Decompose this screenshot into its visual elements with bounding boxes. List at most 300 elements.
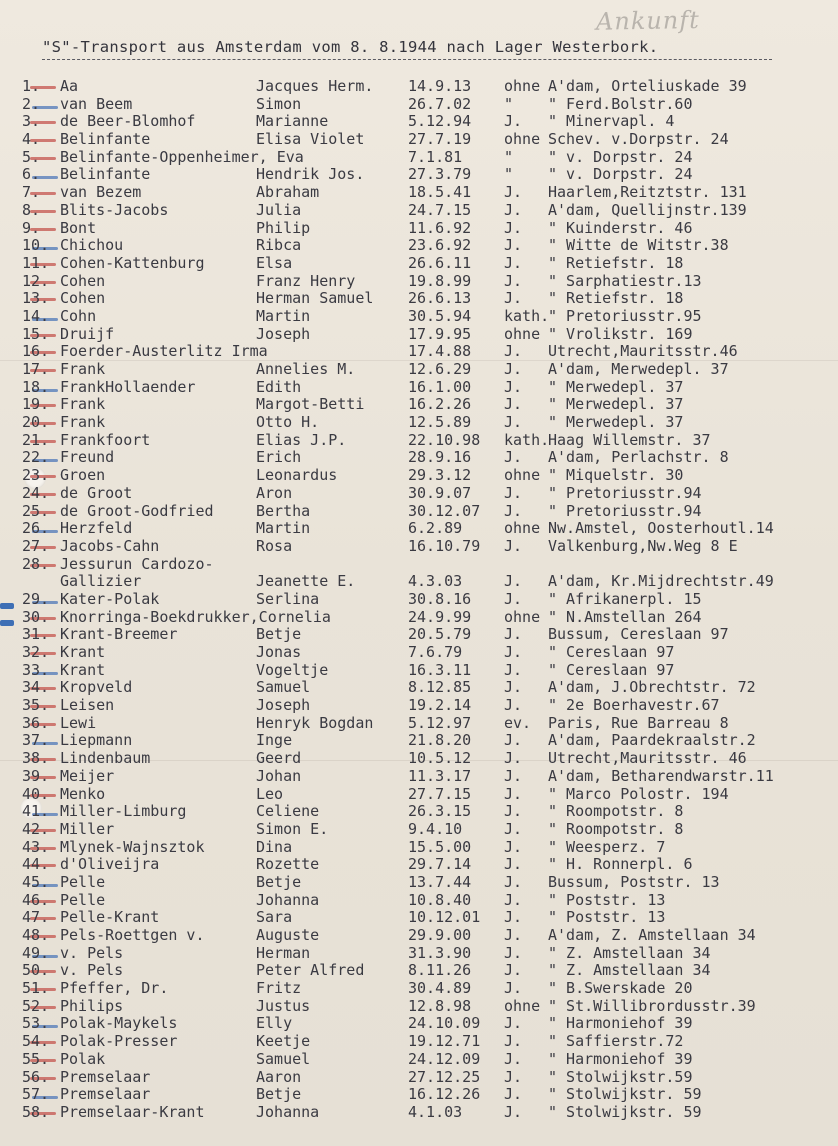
religion: J.: [504, 749, 523, 768]
first-name: Fritz: [256, 979, 302, 998]
row-number: 26.: [22, 519, 50, 538]
address: Utrecht,Mauritsstr. 46: [548, 749, 747, 768]
row-number: 58.: [22, 1102, 50, 1121]
list-row: [0, 237, 838, 255]
address: " Weesperz. 7: [548, 837, 666, 856]
religion: J.: [504, 1085, 523, 1104]
birth-date: 13.7.44: [408, 872, 472, 891]
row-number: 32.: [22, 643, 50, 661]
row-number: 20.: [22, 413, 50, 432]
address: A'dam, Kr.Mijdrechtstr.49: [548, 572, 774, 591]
birth-date: 29.9.00: [408, 926, 472, 944]
first-name: Elias J.P.: [256, 430, 347, 449]
first-name: Betje: [256, 1085, 302, 1104]
birth-date: 12.5.89: [408, 413, 472, 432]
list-row: [0, 113, 838, 131]
row-number: 23.: [22, 466, 50, 485]
row-number: 40.: [22, 784, 50, 803]
list-row: [0, 697, 838, 715]
list-row: [0, 273, 838, 291]
birth-date: 9.4.10: [408, 819, 463, 838]
address: " Cereslaan 97: [548, 660, 675, 679]
surname: Aa: [60, 77, 79, 95]
row-number: 57.: [22, 1085, 50, 1104]
surname: Liepmann: [60, 731, 133, 750]
title-underline: [42, 59, 772, 60]
religion: J.: [504, 678, 523, 697]
row-number: 43.: [22, 837, 50, 856]
list-row: [0, 326, 838, 344]
first-name: Julia: [256, 200, 302, 219]
row-number: 19.: [22, 395, 50, 414]
address: " 2e Boerhavestr.67: [548, 696, 720, 715]
birth-date: 26.6.11: [408, 253, 472, 272]
birth-date: 16.12.26: [408, 1085, 481, 1104]
surname: Krant: [60, 643, 106, 661]
row-number: 53.: [22, 1014, 50, 1033]
row-number: 52.: [22, 996, 50, 1015]
birth-date: 17.9.95: [408, 324, 472, 343]
religion: J.: [504, 837, 523, 856]
address: " Retiefstr. 18: [548, 253, 684, 272]
row-number: 28.: [22, 554, 50, 573]
address: " Cereslaan 97: [548, 643, 675, 661]
address: A'dam, Orteliuskade 39: [548, 77, 747, 95]
surname: Miller: [60, 819, 115, 838]
row-number: 45.: [22, 872, 50, 891]
first-name: Aaron: [256, 1067, 302, 1086]
surname: Frank: [60, 413, 106, 432]
birth-date: 17.4.88: [408, 342, 472, 361]
religion: J.: [504, 536, 523, 555]
surname: Krant: [60, 660, 106, 679]
surname: Philips: [60, 996, 124, 1015]
surname: d'Oliveijra: [60, 855, 160, 874]
list-row: [0, 1015, 838, 1033]
birth-date: 12.6.29: [408, 360, 472, 378]
row-number: 41.: [22, 802, 50, 821]
religion: J.: [504, 236, 523, 255]
list-row: [0, 343, 838, 361]
surname: Miller-Limburg: [60, 802, 187, 821]
address: " Merwedepl. 37: [548, 413, 684, 432]
surname: Belinfante-Oppenheimer, Eva: [60, 147, 304, 166]
birth-date: 30.12.07: [408, 501, 481, 520]
row-number: 44.: [22, 855, 50, 874]
row-number: 33.: [22, 660, 50, 679]
religion: J.: [504, 766, 523, 785]
religion: J.: [504, 395, 523, 414]
address: " Witte de Witstr.38: [548, 236, 729, 255]
birth-date: 7.1.81: [408, 147, 463, 166]
list-row: [0, 538, 838, 556]
surname: Lindenbaum: [60, 749, 151, 768]
address: " B.Swerskade 20: [548, 979, 693, 998]
list-row: [0, 874, 838, 892]
surname: Jacobs-Cahn: [60, 536, 160, 555]
birth-date: 8.11.26: [408, 961, 472, 980]
birth-date: 18.5.41: [408, 183, 472, 202]
religion: J.: [504, 979, 523, 998]
religion: ohne: [504, 996, 541, 1015]
address: " N.Amstellan 264: [548, 607, 702, 626]
first-name: Leo: [256, 784, 284, 803]
birth-date: 22.10.98: [408, 430, 481, 449]
first-name: Keetje: [256, 1032, 311, 1051]
religion: J.: [504, 731, 523, 750]
religion: J.: [504, 253, 523, 272]
address: " Merwedepl. 37: [548, 377, 684, 396]
list-row: [0, 644, 838, 662]
birth-date: 26.7.02: [408, 94, 472, 113]
surname: Meijer: [60, 766, 115, 785]
list-row: [0, 998, 838, 1016]
birth-date: 27.12.25: [408, 1067, 481, 1086]
first-name: Peter Alfred: [256, 961, 365, 980]
surname: FrankHollaender: [60, 377, 196, 396]
religion: ohne: [504, 324, 541, 343]
birth-date: 24.7.15: [408, 200, 472, 219]
religion: ohne: [504, 466, 541, 485]
row-number: 31.: [22, 625, 50, 644]
address: " Saffierstr.72: [548, 1032, 684, 1051]
birth-date: 10.12.01: [408, 908, 481, 927]
address: " Kuinderstr. 46: [548, 218, 693, 237]
list-row: [0, 662, 838, 680]
address: A'dam, J.Obrechtstr. 72: [548, 678, 756, 697]
first-name: Aron: [256, 483, 293, 502]
row-number: 56.: [22, 1067, 50, 1086]
address: Haag Willemstr. 37: [548, 430, 711, 449]
row-number: 21.: [22, 430, 50, 449]
birth-date: 19.8.99: [408, 271, 472, 290]
birth-date: 15.5.00: [408, 837, 472, 856]
address: " Harmoniehof 39: [548, 1014, 693, 1033]
list-row: [0, 962, 838, 980]
list-row: [0, 414, 838, 432]
birth-date: 5.12.94: [408, 112, 472, 131]
row-number: 16.: [22, 342, 50, 361]
first-name: Johanna: [256, 890, 320, 909]
row-number: 42.: [22, 819, 50, 838]
religion: J.: [504, 872, 523, 891]
first-name: Samuel: [256, 678, 311, 697]
list-row: [0, 1033, 838, 1051]
transport-list: [0, 78, 838, 1122]
religion: kath.: [504, 430, 550, 449]
religion: J.: [504, 819, 523, 838]
list-row: [0, 166, 838, 184]
list-row: [0, 821, 838, 839]
birth-date: 19.2.14: [408, 696, 472, 715]
first-name: Jeanette E.: [256, 572, 356, 591]
birth-date: 24.12.09: [408, 1049, 481, 1068]
list-row: [0, 1104, 838, 1122]
address: Bussum, Cereslaan 97: [548, 625, 729, 644]
row-number: 24.: [22, 483, 50, 502]
birth-date: 4.3.03: [408, 572, 463, 591]
surname: van Bezem: [60, 183, 142, 202]
surname: Cohen-Kattenburg: [60, 253, 205, 272]
first-name: Jacques Herm.: [256, 77, 374, 95]
address: " Afrikanerpl. 15: [548, 589, 702, 608]
surname: Pels-Roettgen v.: [60, 926, 205, 944]
first-name: Margot-Betti: [256, 395, 365, 414]
religion: J.: [504, 218, 523, 237]
surname: Knorringa-Boekdrukker,Cornelia: [60, 607, 331, 626]
list-row: [0, 856, 838, 874]
list-row: [0, 892, 838, 910]
first-name: Abraham: [256, 183, 320, 202]
list-row: [0, 255, 838, 273]
surname: Menko: [60, 784, 106, 803]
first-name: Simon: [256, 94, 302, 113]
surname: Polak-Maykels: [60, 1014, 178, 1033]
birth-date: 27.7.19: [408, 130, 472, 149]
row-number: 5.: [22, 147, 41, 166]
first-name: Elisa Violet: [256, 130, 365, 149]
first-name: Vogeltje: [256, 660, 329, 679]
birth-date: 6.2.89: [408, 519, 463, 538]
row-number: 7.: [22, 183, 41, 202]
address: " v. Dorpstr. 24: [548, 165, 693, 184]
list-row: [0, 396, 838, 414]
birth-date: 30.5.94: [408, 306, 472, 325]
religion: J.: [504, 360, 523, 378]
religion: J.: [504, 572, 523, 591]
religion: J.: [504, 643, 523, 661]
first-name: Dina: [256, 837, 293, 856]
address: " Stolwijkstr.59: [548, 1067, 693, 1086]
surname: Premselaar-Krant: [60, 1102, 205, 1121]
address: A'dam, Merwedepl. 37: [548, 360, 729, 378]
religion: J.: [504, 908, 523, 927]
religion: J.: [504, 501, 523, 520]
address: " Retiefstr. 18: [548, 289, 684, 308]
birth-date: 16.2.26: [408, 395, 472, 414]
birth-date: 30.9.07: [408, 483, 472, 502]
address: " Stolwijkstr. 59: [548, 1102, 702, 1121]
first-name: Sara: [256, 908, 293, 927]
address: A'dam, Paardekraalstr.2: [548, 731, 756, 750]
row-number: 27.: [22, 536, 50, 555]
list-row: [0, 149, 838, 167]
address: " Poststr. 13: [548, 890, 666, 909]
surname: Pelle: [60, 872, 106, 891]
religion: J.: [504, 943, 523, 962]
row-number: 6.: [22, 165, 41, 184]
religion: ev.: [504, 713, 532, 732]
list-row: [0, 786, 838, 804]
surname: Pelle-Krant: [60, 908, 160, 927]
first-name: Geerd: [256, 749, 302, 768]
surname: Pelle: [60, 890, 106, 909]
surname: de Groot: [60, 483, 133, 502]
surname: Kropveld: [60, 678, 133, 697]
surname: Druijf: [60, 324, 115, 343]
first-name: Herman: [256, 943, 311, 962]
birth-date: 10.8.40: [408, 890, 472, 909]
row-number: 37.: [22, 731, 50, 750]
address: A'dam, Betharendwarstr.11: [548, 766, 774, 785]
row-number: 1.: [22, 77, 41, 95]
religion: J.: [504, 289, 523, 308]
row-number: 25.: [22, 501, 50, 520]
address: " Minervapl. 4: [548, 112, 675, 131]
list-row: [0, 308, 838, 326]
address: " Miquelstr. 30: [548, 466, 684, 485]
religion: J.: [504, 200, 523, 219]
row-number: 29.: [22, 589, 50, 608]
birth-date: 24.9.99: [408, 607, 472, 626]
birth-date: 16.10.79: [408, 536, 481, 555]
religion: J.: [504, 890, 523, 909]
surname: Frank: [60, 360, 106, 378]
birth-date: 20.5.79: [408, 625, 472, 644]
birth-date: 24.10.09: [408, 1014, 481, 1033]
surname: Foerder-Austerlitz Irma: [60, 342, 268, 361]
address: " Ferd.Bolstr.60: [548, 94, 693, 113]
row-number: 55.: [22, 1049, 50, 1068]
address: " Roompotstr. 8: [548, 802, 684, 821]
list-row: [0, 503, 838, 521]
list-row: [0, 715, 838, 733]
address: " Merwedepl. 37: [548, 395, 684, 414]
address: " Stolwijkstr. 59: [548, 1085, 702, 1104]
address: " Vrolikstr. 169: [548, 324, 693, 343]
birth-date: 14.9.13: [408, 77, 472, 95]
birth-date: 16.3.11: [408, 660, 472, 679]
row-number: 30.: [22, 607, 50, 626]
list-row: [0, 449, 838, 467]
religion: J.: [504, 961, 523, 980]
religion: J.: [504, 413, 523, 432]
row-number: 50.: [22, 961, 50, 980]
row-number: 11.: [22, 253, 50, 272]
row-number: 38.: [22, 749, 50, 768]
first-name: Ribca: [256, 236, 302, 255]
first-name: Franz Henry: [256, 271, 356, 290]
religion: J.: [504, 589, 523, 608]
religion: ohne: [504, 607, 541, 626]
list-row: [0, 679, 838, 697]
birth-date: 26.3.15: [408, 802, 472, 821]
row-number: 39.: [22, 766, 50, 785]
row-number: 9.: [22, 218, 41, 237]
religion: J.: [504, 784, 523, 803]
surname: Polak: [60, 1049, 106, 1068]
surname: Jessurun Cardozo-: [60, 554, 214, 573]
birth-date: 30.8.16: [408, 589, 472, 608]
surname: Leisen: [60, 696, 115, 715]
first-name: Betje: [256, 872, 302, 891]
surname: Mlynek-Wajnsztok: [60, 837, 205, 856]
surname: Cohen: [60, 271, 106, 290]
surname: Premselaar: [60, 1085, 151, 1104]
list-row: [0, 803, 838, 821]
surname: van Beem: [60, 94, 133, 113]
list-row: [0, 290, 838, 308]
document-title: "S"-Transport aus Amsterdam vom 8. 8.1944 nach Lager Westerbork.: [42, 38, 659, 56]
religion: J.: [504, 1102, 523, 1121]
address: A'dam, Quellijnstr.139: [548, 200, 747, 219]
religion: ": [504, 94, 514, 113]
row-number: 18.: [22, 377, 50, 396]
religion: ohne: [504, 519, 541, 538]
birth-date: 27.7.15: [408, 784, 472, 803]
first-name: Johanna: [256, 1102, 320, 1121]
address: " v. Dorpstr. 24: [548, 147, 693, 166]
row-number: 34.: [22, 678, 50, 697]
address: " Poststr. 13: [548, 908, 666, 927]
pencil-signature: Ankunft: [595, 5, 701, 36]
religion: J.: [504, 1067, 523, 1086]
birth-date: 31.3.90: [408, 943, 472, 962]
first-name: Bertha: [256, 501, 311, 520]
birth-date: 10.5.12: [408, 749, 472, 768]
birth-date: 23.6.92: [408, 236, 472, 255]
birth-date: 21.8.20: [408, 731, 472, 750]
birth-date: 27.3.79: [408, 165, 472, 184]
surname: Premselaar: [60, 1067, 151, 1086]
row-number: 10.: [22, 236, 50, 255]
first-name: Henryk Bogdan: [256, 713, 374, 732]
surname: Herzfeld: [60, 519, 133, 538]
address: Paris, Rue Barreau 8: [548, 713, 729, 732]
birth-date: 26.6.13: [408, 289, 472, 308]
first-name: Simon E.: [256, 819, 329, 838]
list-row: [0, 750, 838, 768]
surname: Frankfoort: [60, 430, 151, 449]
list-row: [0, 485, 838, 503]
list-row: [0, 1051, 838, 1069]
religion: J.: [504, 660, 523, 679]
first-name: Joseph: [256, 324, 311, 343]
first-name: Elly: [256, 1014, 293, 1033]
religion: J.: [504, 926, 523, 944]
first-name: Johan: [256, 766, 302, 785]
row-number: 3.: [22, 112, 41, 131]
surname: Chichou: [60, 236, 124, 255]
list-row: [0, 220, 838, 238]
birth-date: 7.6.79: [408, 643, 463, 661]
birth-date: 5.12.97: [408, 713, 472, 732]
religion: J.: [504, 1014, 523, 1033]
first-name: Martin: [256, 306, 311, 325]
surname: v. Pels: [60, 943, 124, 962]
birth-date: 8.12.85: [408, 678, 472, 697]
birth-date: 29.7.14: [408, 855, 472, 874]
address: " Z. Amstellaan 34: [548, 943, 711, 962]
surname: Lewi: [60, 713, 97, 732]
row-number: 51.: [22, 979, 50, 998]
list-row: [0, 96, 838, 114]
surname: Cohn: [60, 306, 97, 325]
religion: J.: [504, 271, 523, 290]
surname: Frank: [60, 395, 106, 414]
list-row: [0, 609, 838, 627]
religion: J.: [504, 802, 523, 821]
list-row: [0, 909, 838, 927]
row-number: 14.: [22, 306, 50, 325]
religion: J.: [504, 183, 523, 202]
first-name: Serlina: [256, 589, 320, 608]
address: A'dam, Z. Amstellaan 34: [548, 926, 756, 944]
list-row: [0, 591, 838, 609]
religion: kath.: [504, 306, 550, 325]
religion: J.: [504, 1049, 523, 1068]
first-name: Hendrik Jos.: [256, 165, 365, 184]
